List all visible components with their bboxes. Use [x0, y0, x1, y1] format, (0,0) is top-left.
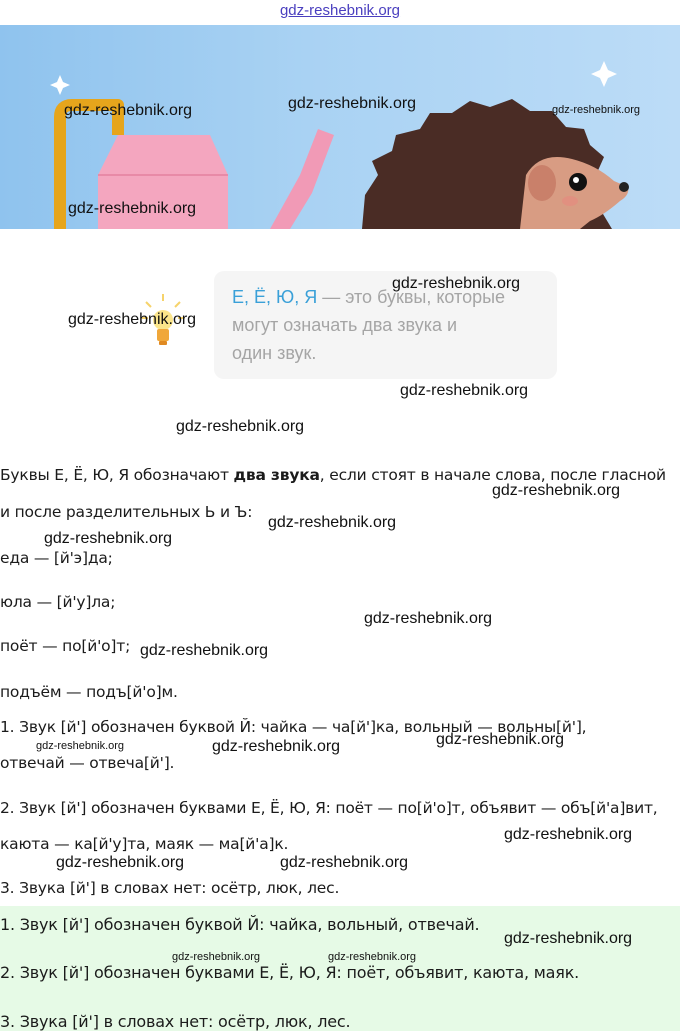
watermark-text: gdz-reshebnik.org — [328, 951, 417, 963]
rule-bold: два звука — [233, 466, 320, 484]
watermark-text: gdz-reshebnik.org — [140, 642, 269, 659]
watermark-text: gdz-reshebnik.org — [44, 530, 173, 547]
watermark-text: gdz-reshebnik.org — [56, 854, 185, 871]
analysis-line: каюта — ка[й'у]та, маяк — ма[й'а]к. — [0, 835, 289, 853]
watermark-text: gdz-reshebnik.org — [68, 200, 197, 217]
rule-text: , если стоят в начале слова, после гласной — [319, 466, 666, 484]
tip-text: — это буквы, которые — [317, 287, 506, 307]
answer-block — [0, 906, 680, 1031]
watermark-text: gdz-reshebnik.org — [68, 311, 197, 328]
tip-line-2: могут означать два звука и — [232, 315, 458, 335]
analysis-line: 3. Звука [й'] в словах нет: осётр, люк, лес. — [0, 879, 340, 897]
tip-letters: Е, Ё, Ю, Я — [232, 287, 318, 307]
watermark-text: gdz-reshebnik.org — [400, 382, 529, 399]
tip-line-3: один звук. — [232, 343, 317, 363]
answer-line: 1. Звук [й'] обозначен буквой Й: чайка, вольный, отвечай. — [0, 915, 480, 934]
example-line: юла — [й'у]ла; — [0, 593, 116, 611]
watermark-text: gdz-reshebnik.org — [36, 740, 125, 752]
hedgehog-banner — [0, 25, 680, 229]
example-line: поёт — по[й'о]т; — [0, 637, 131, 655]
watermark-text: gdz-reshebnik.org — [504, 826, 633, 843]
watermark-text: gdz-reshebnik.org — [436, 731, 565, 748]
banner-illustration — [0, 25, 680, 229]
watermark-text: gdz-reshebnik.org — [176, 418, 305, 435]
watermark-text: gdz-reshebnik.org — [212, 738, 341, 755]
watermark-text: gdz-reshebnik.org — [64, 102, 193, 119]
example-line: подъём — подъ[й'о]м. — [0, 683, 178, 701]
watermark-text: gdz-reshebnik.org — [364, 610, 493, 627]
sparkle-icon — [50, 75, 70, 95]
answer-line: 2. Звук [й'] обозначен буквами Е, Ё, Ю, Я: поёт, объявит, каюта, маяк. — [0, 963, 580, 982]
watermark-text: gdz-reshebnik.org — [504, 930, 633, 947]
watermark-text: gdz-reshebnik.org — [172, 951, 261, 963]
ribbon-shape — [270, 129, 334, 229]
watermark-text: gdz-reshebnik.org — [392, 275, 521, 292]
watermark-text: gdz-reshebnik.org — [268, 514, 397, 531]
watermark-text: gdz-reshebnik.org — [280, 854, 409, 871]
rule-line-2: и после разделительных Ь и Ъ: — [0, 503, 253, 521]
analysis-line: отвечай — отвеча[й']. — [0, 754, 175, 772]
rule-text: Буквы Е, Ё, Ю, Я обозначают — [0, 466, 234, 484]
analysis-line: 2. Звук [й'] обозначен буквами Е, Ё, Ю, Я: поёт — по[й'о]т, объявит — объ[й'а]вит, — [0, 799, 658, 817]
example-line: еда — [й'э]да; — [0, 549, 113, 567]
watermark-text: gdz-reshebnik.org — [552, 104, 641, 116]
answer-line: 3. Звука [й'] в словах нет: осётр, люк, лес. — [0, 1012, 351, 1031]
analysis-line: 1. Звук [й'] обозначен буквой Й: чайка — ча[й']ка, вольный — вольны[й'], — [0, 718, 587, 736]
watermark-text: gdz-reshebnik.org — [288, 95, 417, 112]
hedgehog-nose-icon — [619, 182, 629, 192]
sparkle-icon — [591, 61, 617, 87]
site-link[interactable]: gdz-reshebnik.org — [279, 2, 401, 19]
watermark-text: gdz-reshebnik.org — [492, 482, 621, 499]
